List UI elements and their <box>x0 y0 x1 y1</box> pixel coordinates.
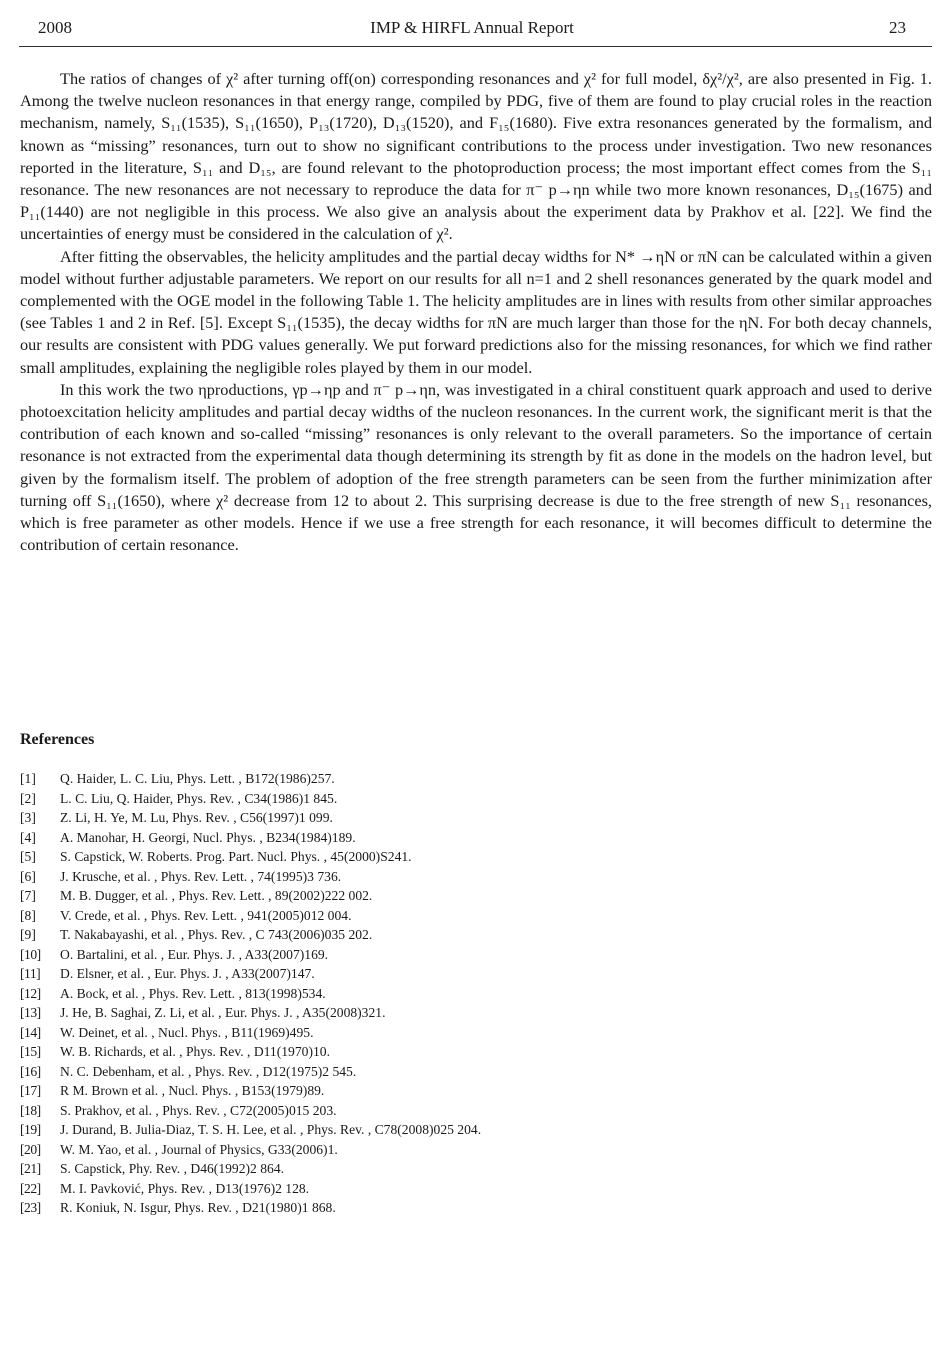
paragraph: The ratios of changes of χ² after turning off(on) corresponding resonances and χ² for full model, δχ²/χ², are also presented in Fig. 1. Among the twelve nucleon resonances in that energy range, compiled by PDG, five of them are found to play crucial roles in the reaction mechanism, namely, S₁₁(1535), S₁₁(1650), P₁₃(1720), D₁₃(1520), and F₁₅(1680). Five extra resonances generated by the formalism, and known as “missing” resonances, turn out to show no significant contributions to the process under investigation. Two new resonances reported in the literature, S₁₁ and D₁₅, are found relevant to the photoproduction process; the most important effect comes from the S₁₁ resonance. The new resonances are not necessary to reproduce the data for π⁻ p→ηn while two more known resonances, D₁₅(1675) and P₁₁(1440) are not negligible in this process. We also give an analysis about the experiment data by Prakhov et al. [22]. We find the uncertainties of energy must be considered in the calculation of χ². <box>20 69 932 244</box>
reference-item <box>20 1120 481 1140</box>
reference-text: R M. Brown et al. , Nucl. Phys. , B153(1979)89. <box>60 1083 325 1098</box>
reference-item <box>20 1042 481 1062</box>
reference-number: [2] <box>20 790 36 806</box>
reference-item <box>20 808 481 828</box>
reference-text: W. Deinet, et al. , Nucl. Phys. , B11(1969)495. <box>60 1024 314 1040</box>
reference-text: W. B. Richards, et al. , Phys. Rev. , D11(1970)10. <box>60 1044 330 1059</box>
reference-number: [1] <box>20 771 36 786</box>
reference-item <box>20 906 481 926</box>
reference-item <box>20 1023 481 1043</box>
references-list <box>20 769 481 1218</box>
reference-number: [9] <box>20 927 36 942</box>
reference-item <box>20 1062 481 1082</box>
reference-text: S. Capstick, W. Roberts. Prog. Part. Nucl. Phys. , 45(2000)S241. <box>60 849 412 864</box>
header-title: IMP & HIRFL Annual Report <box>370 18 574 37</box>
reference-text: M. I. Pavković, Phys. Rev. , D13(1976)2 128. <box>60 1180 310 1196</box>
reference-item <box>20 1179 481 1199</box>
references-heading: References <box>20 731 95 748</box>
reference-number: [4] <box>20 829 36 845</box>
reference-item <box>20 945 481 965</box>
reference-number: [16] <box>20 1063 41 1079</box>
reference-item <box>20 769 481 789</box>
reference-text: R. Koniuk, N. Isgur, Phys. Rev. , D21(1980)1 868. <box>60 1200 336 1215</box>
reference-item <box>20 1140 481 1160</box>
reference-text: W. M. Yao, et al. , Journal of Physics, G33(2006)1. <box>60 1141 338 1157</box>
reference-number: [19] <box>20 1122 41 1137</box>
paragraph: After fitting the observables, the helicity amplitudes and the partial decay widths for N* →ηN or πN can be calculated within a given model without further adjustable parameters. We report on our results for all n=1 and 2 shell resonances generated by the quark model and complemented with the OGE model in the following Table 1. The helicity amplitudes are in lines with results from other similar approaches (see Tables 1 and 2 in Ref. [5]. Except S₁₁(1535), the decay widths for πN are much larger than those for the ηN. For both decay channels, our results are consistent with PDG values generally. We put forward predictions also for the missing resonances, for which we find rather small amplitudes, explaining the negligible roles played by them in our model. <box>20 246 932 377</box>
reference-text: Z. Li, H. Ye, M. Lu, Phys. Rev. , C56(1997)1 099. <box>60 810 333 825</box>
reference-number: [7] <box>20 888 36 903</box>
reference-item <box>20 1198 481 1218</box>
reference-number: [11] <box>20 966 41 981</box>
reference-item <box>20 964 481 984</box>
reference-number: [20] <box>20 1141 41 1157</box>
reference-text: J. Durand, B. Julia-Diaz, T. S. H. Lee, et al. , Phys. Rev. , C78(2008)025 204. <box>60 1122 482 1137</box>
reference-text: V. Crede, et al. , Phys. Rev. Lett. , 941(2005)012 004. <box>60 907 352 923</box>
reference-text: Q. Haider, L. C. Liu, Phys. Lett. , B172(1986)257. <box>60 771 335 786</box>
header-year: 2008 <box>38 18 72 37</box>
reference-item <box>20 789 481 809</box>
reference-item <box>20 847 481 867</box>
reference-item <box>20 984 481 1004</box>
reference-item <box>20 1159 481 1179</box>
reference-number: [18] <box>20 1102 41 1118</box>
reference-number: [12] <box>20 985 41 1001</box>
reference-text: A. Bock, et al. , Phys. Rev. Lett. , 813(1998)534. <box>60 985 326 1001</box>
reference-item <box>20 886 481 906</box>
reference-text: A. Manohar, H. Georgi, Nucl. Phys. , B234(1984)189. <box>60 829 356 845</box>
reference-text: N. C. Debenham, et al. , Phys. Rev. , D12(1975)2 545. <box>60 1063 357 1079</box>
reference-text: L. C. Liu, Q. Haider, Phys. Rev. , C34(1986)1 845. <box>60 790 338 806</box>
reference-item <box>20 828 481 848</box>
page-number: 23 <box>889 18 906 37</box>
reference-text: S. Prakhov, et al. , Phys. Rev. , C72(2005)015 203. <box>60 1102 337 1118</box>
reference-text: M. B. Dugger, et al. , Phys. Rev. Lett. , 89(2002)222 002. <box>60 888 373 903</box>
reference-number: [10] <box>20 946 41 962</box>
reference-number: [5] <box>20 849 36 864</box>
reference-item <box>20 867 481 887</box>
reference-number: [22] <box>20 1180 41 1196</box>
reference-number: [13] <box>20 1005 41 1020</box>
reference-text: T. Nakabayashi, et al. , Phys. Rev. , C 743(2006)035 202. <box>60 927 373 942</box>
body-text <box>20 68 932 556</box>
reference-text: D. Elsner, et al. , Eur. Phys. J. , A33(2007)147. <box>60 966 315 981</box>
reference-number: [23] <box>20 1200 41 1215</box>
reference-text: J. He, B. Saghai, Z. Li, et al. , Eur. Phys. J. , A35(2008)321. <box>60 1005 386 1020</box>
reference-item <box>20 1003 481 1023</box>
header-rule <box>19 46 932 47</box>
paragraph: In this work the two ηproductions, γp→ηp and π⁻ p→ηn, was investigated in a chiral constituent quark approach and used to derive photoexcitation helicity amplitudes and partial decay widths of the nucleon resonances. In the current work, the significant merit is that the contribution of each known and so-called “missing” resonances is only relevant to the overall parameters. So the importance of certain resonance is not extracted from the experimental data though determining its strength by fit as done in the models on the hadron level, but given by the formalism itself. The problem of adoption of the free strength parameters can be seen from the further minimization after turning off S₁₁(1650), where χ² decrease from 12 to about 2. This surprising decrease is due to the free strength of new S₁₁ resonances, which is free parameter as other models. Hence if we use a free strength for each resonance, it will becomes difficult to determine the contribution of certain resonance. <box>20 379 932 555</box>
reference-number: [14] <box>20 1024 41 1040</box>
reference-number: [6] <box>20 868 36 884</box>
reference-text: S. Capstick, Phy. Rev. , D46(1992)2 864. <box>60 1161 285 1176</box>
reference-item <box>20 1101 481 1121</box>
reference-text: O. Bartalini, et al. , Eur. Phys. J. , A33(2007)169. <box>60 946 329 962</box>
reference-number: [15] <box>20 1044 41 1059</box>
reference-item <box>20 1081 481 1101</box>
running-header <box>38 18 906 40</box>
reference-number: [3] <box>20 810 36 825</box>
reference-text: J. Krusche, et al. , Phys. Rev. Lett. , 74(1995)3 736. <box>60 868 342 884</box>
reference-number: [17] <box>20 1083 41 1098</box>
reference-number: [8] <box>20 907 36 923</box>
reference-number: [21] <box>20 1161 41 1176</box>
reference-item <box>20 925 481 945</box>
